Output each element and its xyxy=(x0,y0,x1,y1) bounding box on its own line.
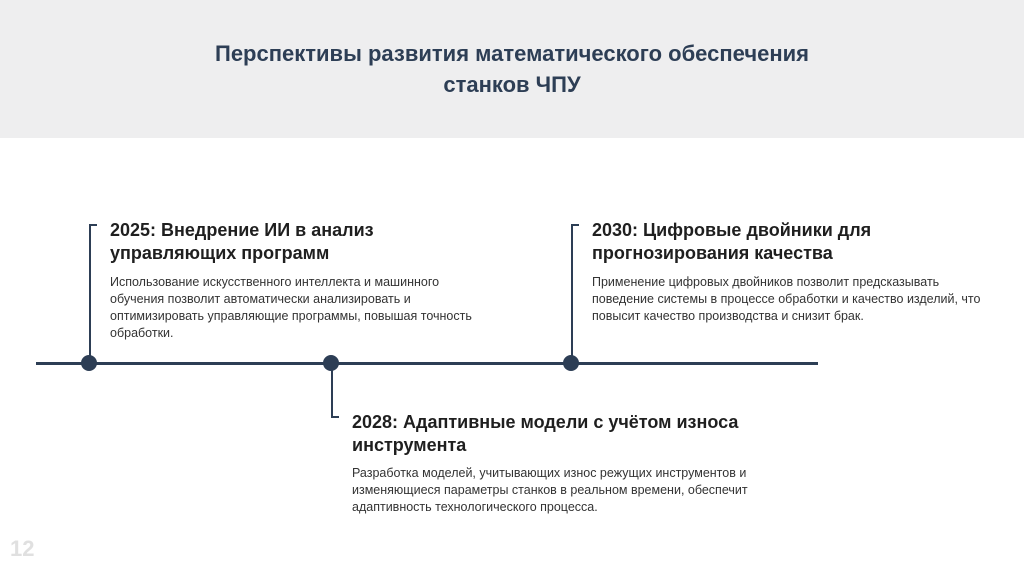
event-2025-connector xyxy=(89,224,97,358)
slide-title-line2: станков ЧПУ xyxy=(443,72,581,97)
event-2030-marker xyxy=(563,355,579,371)
timeline-axis xyxy=(36,362,818,365)
event-2028-title: 2028: Адаптивные модели с учётом износа инструмента xyxy=(352,412,739,455)
event-2025-title: 2025: Внедрение ИИ в анализ управляющих программ xyxy=(110,220,374,263)
event-2025-description: Использование искусственного интеллекта и машинного обучения позволит автоматически анализировать и оптимизировать управляющие программы, повышая точность обработки. xyxy=(110,275,472,340)
event-2025-marker xyxy=(81,355,97,371)
slide-title-line1: Перспективы развития математического обеспечения xyxy=(215,41,809,66)
event-2030-description: Применение цифровых двойников позволит предсказывать поведение системы в процессе обработки и качество изделий, что повысит качество производства и снизит брак. xyxy=(592,275,981,323)
event-2030-connector xyxy=(571,224,579,358)
slide-title xyxy=(112,38,912,100)
event-2028-description: Разработка моделей, учитывающих износ режущих инструментов и изменяющиеся параметры станков в реальном времени, обеспечит адаптивность технологического процесса. xyxy=(352,466,748,514)
page-number: 12 xyxy=(10,536,35,561)
event-2028-connector xyxy=(331,366,339,418)
event-2030-title: 2030: Цифровые двойники для прогнозирования качества xyxy=(592,220,872,263)
